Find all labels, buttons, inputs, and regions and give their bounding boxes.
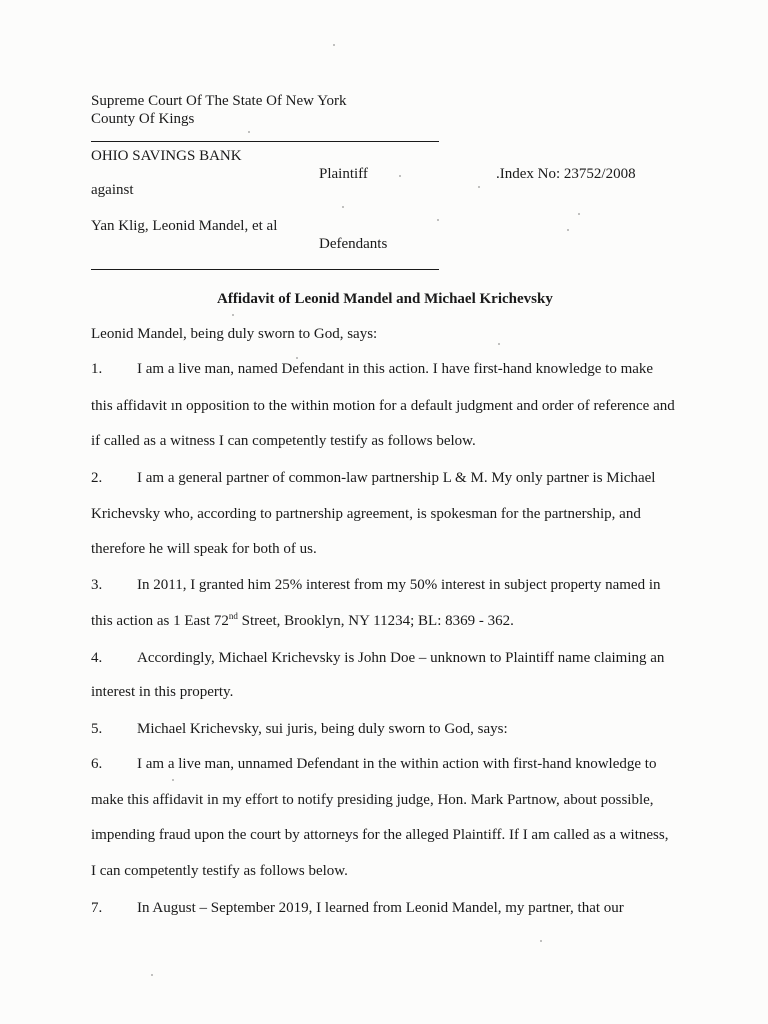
scan-speck	[342, 206, 344, 208]
scan-speck	[478, 186, 480, 188]
scan-speck	[567, 229, 569, 231]
scan-speck	[498, 343, 500, 345]
scan-speck	[437, 219, 439, 221]
paragraph-line: interest in this property.	[91, 684, 234, 700]
paragraph-line: make this affidavit in my effort to notify presiding judge, Hon. Mark Partnow, about possible,	[91, 792, 654, 808]
scan-speck	[540, 940, 542, 942]
paragraph-number: 1.	[91, 361, 103, 377]
paragraph-line: Krichevsky who, according to partnership agreement, is spokesman for the partnership, and	[91, 506, 641, 522]
paragraph-line-with-superscript	[91, 611, 514, 629]
paragraph-line: In 2011, I granted him 25% interest from my 50% interest in subject property named in	[137, 577, 661, 593]
paragraph-number: 5.	[91, 721, 103, 737]
paragraph-line: therefore he will speak for both of us.	[91, 541, 317, 557]
plaintiff-role: Plaintiff	[319, 166, 368, 182]
paragraph-line: impending fraud upon the court by attorneys for the alleged Plaintiff. If I am called as a witness,	[91, 827, 669, 843]
paragraph-line: if called as a witness I can competently testify as follows below.	[91, 433, 476, 449]
document-title: Affidavit of Leonid Mandel and Michael Krichevsky	[217, 291, 553, 307]
scan-speck	[578, 213, 580, 215]
address-text-continued: Street, Brooklyn, NY 11234; BL: 8369 - 362.	[237, 613, 514, 629]
index-number: .Index No: 23752/2008	[496, 166, 636, 182]
paragraph-line: this affidavit ın opposition to the within motion for a default judgment and order of reference and	[91, 398, 675, 414]
against-label: against	[91, 182, 134, 198]
paragraph-line: I am a live man, named Defendant in this action. I have first-hand knowledge to make	[137, 361, 654, 377]
court-name: Supreme Court Of The State Of New York	[91, 93, 347, 109]
scan-speck	[333, 44, 335, 46]
paragraph-line: In August – September 2019, I learned from Leonid Mandel, my partner, that our	[137, 900, 624, 916]
paragraph-line: I am a live man, unnamed Defendant in the within action with first-hand knowledge to	[137, 756, 657, 772]
scan-speck	[248, 131, 250, 133]
caption-bottom-rule	[91, 269, 439, 270]
paragraph-line: I can competently testify as follows below.	[91, 863, 348, 879]
caption-top-rule	[91, 141, 439, 142]
paragraph-number: 7.	[91, 900, 103, 916]
plaintiff-name: OHIO SAVINGS BANK	[91, 148, 242, 164]
paragraph-number: 4.	[91, 650, 103, 666]
intro-statement: Leonid Mandel, being duly sworn to God, says:	[91, 326, 378, 342]
paragraph-number: 3.	[91, 577, 103, 593]
paragraph-line: I am a general partner of common-law partnership L & M. My only partner is Michael	[137, 470, 656, 486]
defendants-names: Yan Klig, Leonid Mandel, et al	[91, 218, 278, 234]
paragraph-line: Accordingly, Michael Krichevsky is John Doe – unknown to Plaintiff name claiming an	[137, 650, 665, 666]
paragraph-number: 6.	[91, 756, 103, 772]
scan-speck	[172, 779, 174, 781]
defendants-role: Defendants	[319, 236, 388, 252]
ordinal-superscript: nd	[228, 611, 238, 621]
paragraph-line: Michael Krichevsky, sui juris, being duly sworn to God, says:	[137, 721, 508, 737]
scan-speck	[296, 357, 298, 359]
scan-speck	[399, 175, 401, 177]
address-text: this action as 1 East 72	[91, 613, 229, 629]
scan-speck	[232, 314, 234, 316]
paragraph-number: 2.	[91, 470, 103, 486]
county-name: County Of Kings	[91, 111, 195, 127]
scan-speck	[151, 974, 153, 976]
